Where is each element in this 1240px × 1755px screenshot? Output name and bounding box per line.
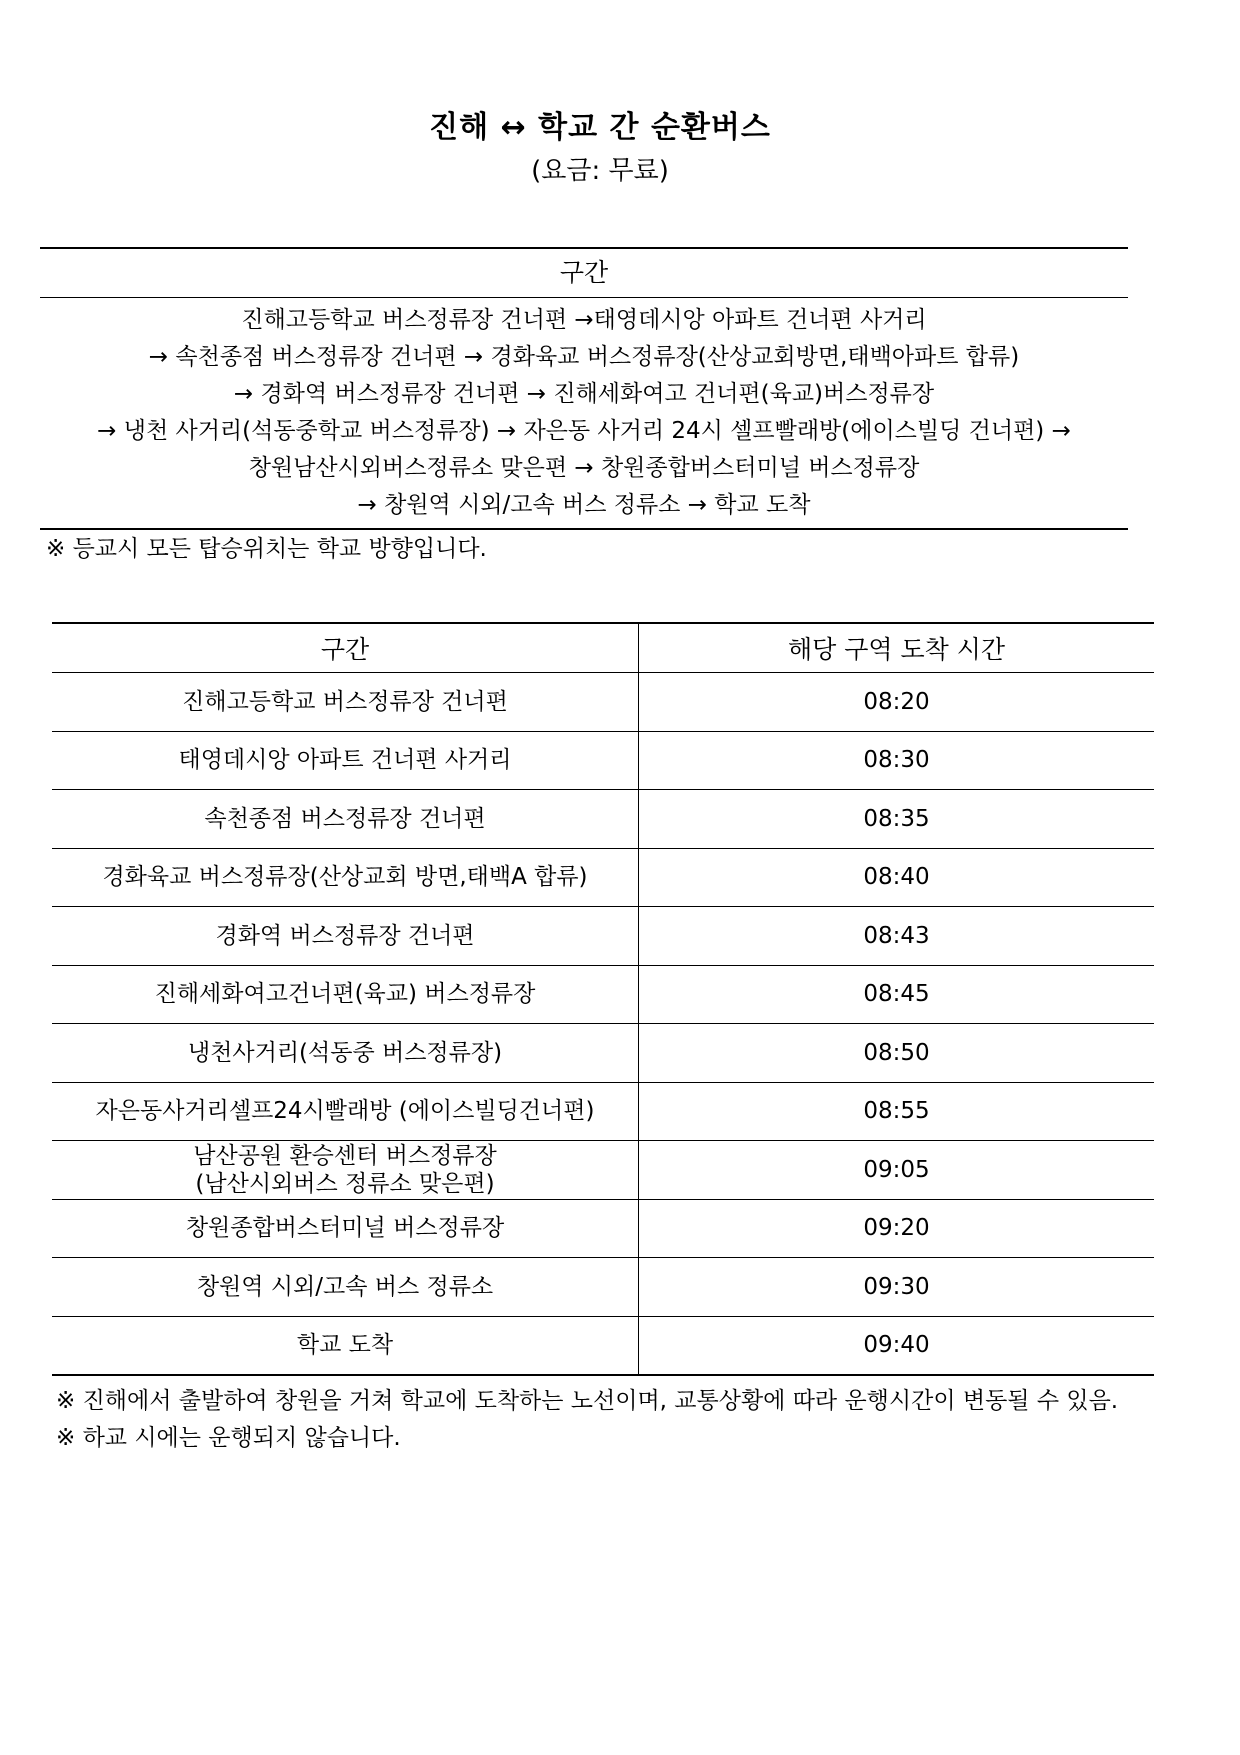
- stop-name-cell: [52, 790, 639, 849]
- schedule-table: [52, 622, 1154, 1376]
- table-row: [52, 965, 1154, 1024]
- stop-name: 창원종합버스터미널 버스정류장: [185, 1215, 505, 1242]
- arrival-time-cell: 08:45: [639, 965, 1155, 1024]
- route-info-note: ※ 진해에서 출발하여 창원을 거쳐 학교에 도착하는 노선이며, 교통상황에 따라 운행시간이 변동될 수 있음.: [56, 1388, 1119, 1414]
- arrival-time-cell: 08:50: [639, 1024, 1155, 1083]
- table-row: [52, 1082, 1154, 1141]
- arrival-time-cell: 08:35: [639, 790, 1155, 849]
- stop-name: 자은동사거리셀프24시빨래방 (에이스빌딩건너편): [95, 1098, 595, 1125]
- stop-name-cell: [52, 1316, 639, 1375]
- stop-name-cell: [52, 1082, 639, 1141]
- stop-name-cell: [52, 731, 639, 790]
- stop-name-cell: [52, 1024, 639, 1083]
- table-row: [52, 907, 1154, 966]
- page-title: 진해 ↔ 학교 간 순환버스: [429, 110, 771, 145]
- arrival-time-cell: 08:20: [639, 673, 1155, 732]
- route-line: → 속천종점 버스정류장 건너편 → 경화육교 버스정류장(산상교회방면,태백아파트 합류): [148, 344, 1020, 370]
- schedule-body: [52, 673, 1154, 1376]
- boarding-note: ※ 등교시 모든 탑승위치는 학교 방향입니다.: [46, 536, 487, 562]
- stop-name-cell: [52, 965, 639, 1024]
- stop-name-detail: (남산시외버스 정류소 맞은편): [195, 1170, 495, 1197]
- table-row: [52, 673, 1154, 732]
- fare-subtitle: (요금: 무료): [531, 156, 669, 186]
- stop-column-header: 구간: [52, 623, 639, 673]
- stop-name: 경화역 버스정류장 건너편: [215, 922, 475, 949]
- no-return-service-note: ※ 하교 시에는 운행되지 않습니다.: [56, 1425, 401, 1451]
- arrival-time-cell: 08:40: [639, 848, 1155, 907]
- table-row: [52, 731, 1154, 790]
- stop-name: 남산공원 환승센터 버스정류장: [193, 1142, 497, 1169]
- stop-name-cell: [52, 1258, 639, 1317]
- route-header: 구간: [40, 249, 1128, 298]
- stop-name-cell: [52, 1141, 639, 1200]
- schedule-header-row: [52, 623, 1154, 673]
- table-row: [52, 1024, 1154, 1083]
- table-row: [52, 1199, 1154, 1258]
- arrival-time-cell: 08:55: [639, 1082, 1155, 1141]
- arrival-time-cell: 08:30: [639, 731, 1155, 790]
- route-line: → 경화역 버스정류장 건너편 → 진해세화여고 건너편(육교)버스정류장: [233, 381, 935, 407]
- table-row: [52, 1258, 1154, 1317]
- stop-name: 진해고등학교 버스정류장 건너편: [182, 688, 508, 715]
- table-row: [52, 790, 1154, 849]
- stop-name: 학교 도착: [296, 1332, 394, 1359]
- arrival-time-cell: 08:43: [639, 907, 1155, 966]
- arrival-time-cell: 09:20: [639, 1199, 1155, 1258]
- stop-name: 태영데시앙 아파트 건너편 사거리: [178, 747, 512, 774]
- route-summary-table: [40, 247, 1128, 530]
- stop-name: 창원역 시외/고속 버스 정류소: [196, 1273, 494, 1300]
- stop-name: 속천종점 버스정류장 건너편: [204, 805, 486, 832]
- table-row: [52, 1316, 1154, 1375]
- route-line: → 창원역 시외/고속 버스 정류소 → 학교 도착: [357, 492, 811, 518]
- stop-name-cell: [52, 907, 639, 966]
- table-row: [52, 848, 1154, 907]
- stop-name-cell: [52, 848, 639, 907]
- arrival-time-cell: 09:30: [639, 1258, 1155, 1317]
- stop-name-cell: [52, 1199, 639, 1258]
- route-description: [40, 298, 1128, 528]
- stop-name: 진해세화여고건너편(육교) 버스정류장: [154, 981, 536, 1008]
- table-row: [52, 1141, 1154, 1200]
- time-column-header: 해당 구역 도착 시간: [639, 623, 1155, 673]
- arrival-time-cell: 09:40: [639, 1316, 1155, 1375]
- stop-name-cell: [52, 673, 639, 732]
- route-line: 창원남산시외버스정류소 맞은편 → 창원종합버스터미널 버스정류장: [248, 455, 920, 481]
- route-line: 진해고등학교 버스정류장 건너편 →태영데시앙 아파트 건너편 사거리: [241, 307, 927, 333]
- route-line: → 냉천 사거리(석동중학교 버스정류장) → 자은동 사거리 24시 셀프빨래방(에이스빌딩 건너편) →: [97, 418, 1071, 444]
- stop-name: 경화육교 버스정류장(산상교회 방면,태백A 합류): [102, 864, 588, 891]
- arrival-time-cell: 09:05: [639, 1141, 1155, 1200]
- stop-name: 냉천사거리(석동중 버스정류장): [187, 1039, 503, 1066]
